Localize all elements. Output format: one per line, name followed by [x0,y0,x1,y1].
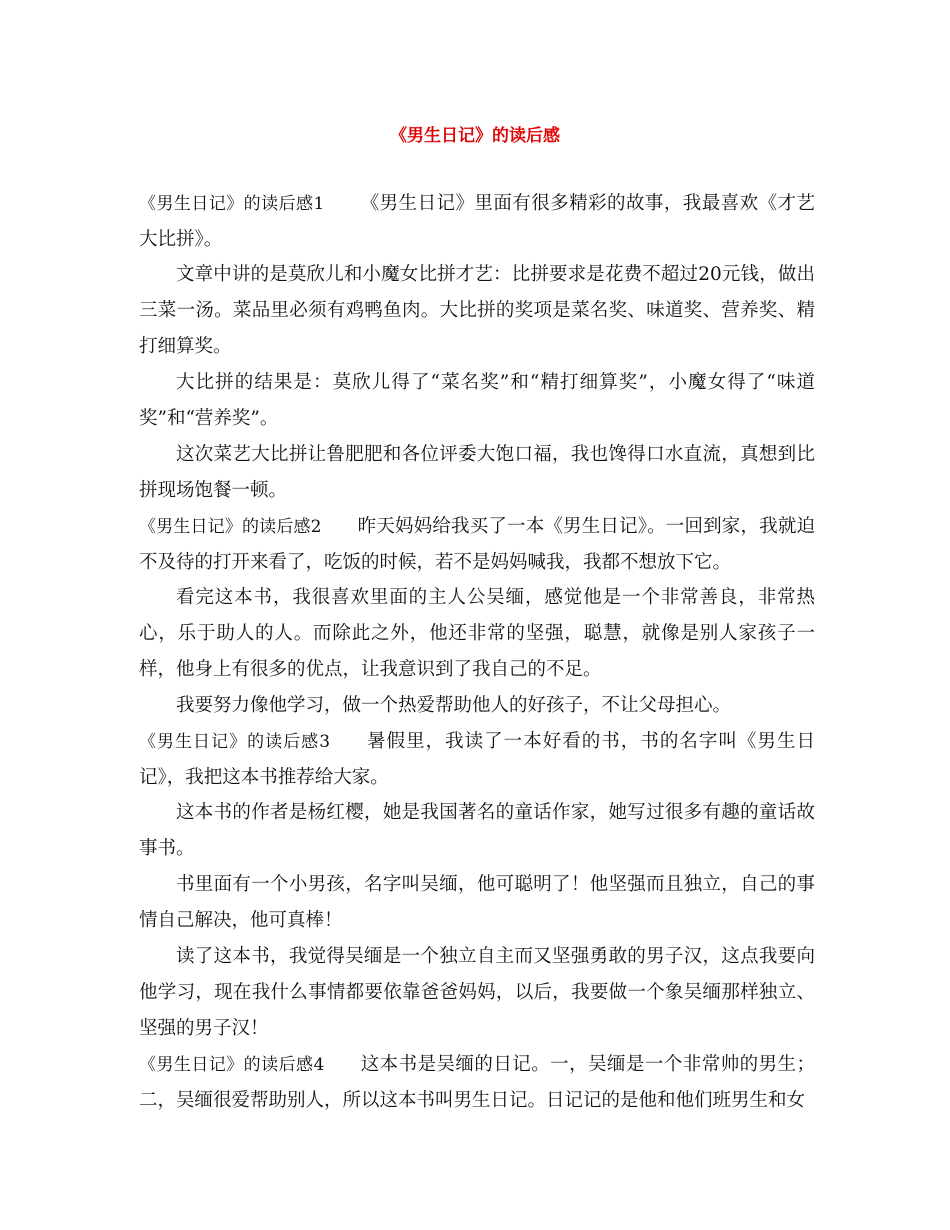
essay-4-first-text: 这本书是吴缅的日记。一，吴缅是一个非常帅的男生；二，吴缅很爱帮助别人，所以这本书叫男生日记。日记记的是他和他们班男生和女 [139,1054,815,1111]
essay-2-paragraph-1: 看完这本书，我很喜欢里面的主人公吴缅，感觉他是一个非常善良，非常热心，乐于助人的人。而除此之外，他还非常的坚强，聪慧，就像是别人家孩子一样，他身上有很多的优点，让我意识到了我自己的不足。 [139,587,815,680]
essay-1-opening [139,186,815,257]
essay-3-opening [139,724,815,795]
essay-3-paragraph-1: 这本书的作者是杨红樱，她是我国著名的童话作家，她写过很多有趣的童话故事书。 [139,802,815,859]
essay-3-paragraph-2: 书里面有一个小男孩，名字叫吴缅，他可聪明了！他坚强而且独立，自己的事情自己解决，他可真棒！ [139,874,815,931]
essay-1-first-text: 《男生日记》里面有很多精彩的故事，我最喜欢《才艺大比拼》。 [139,193,815,250]
essay-4-label: 《男生日记》的读后感4 [139,1055,325,1075]
essay-3-label: 《男生日记》的读后感3 [139,732,331,752]
essay-3-first-text: 暑假里，我读了一本好看的书，书的名字叫《男生日记》，我把这本书推荐给大家。 [139,731,815,788]
essay-2-label: 《男生日记》的读后感2 [139,517,322,537]
document-title: 《男生日记》的读后感 [390,126,560,146]
essay-3-paragraph-3: 读了这本书，我觉得吴缅是一个独立自主而又坚强勇敢的男子汉，这点我要向他学习，现在我什么事情都要依靠爸爸妈妈，以后，我要做一个象吴缅那样独立、坚强的男子汉！ [139,946,815,1039]
essay-1-paragraph-3: 这次菜艺大比拼让鲁肥肥和各位评委大饱口福，我也馋得口水直流，真想到比拼现场饱餐一顿。 [139,444,815,501]
essay-2-paragraph-2: 我要努力像他学习，做一个热爱帮助他人的好孩子，不让父母担心。 [176,695,732,716]
essay-1-paragraph-1: 文章中讲的是莫欣儿和小魔女比拼才艺：比拼要求是花费不超过20元钱，做出三菜一汤。菜品里必须有鸡鸭鱼肉。大比拼的奖项是菜名奖、味道奖、营养奖、精打细算奖。 [139,264,815,357]
essay-1-paragraph-2: 大比拼的结果是：莫欣儿得了“菜名奖”和“精打细算奖”，小魔女得了“味道奖”和“营养奖”。 [139,372,815,429]
document-body [139,186,815,1118]
essay-4-opening [139,1047,815,1118]
essay-2-first-text: 昨天妈妈给我买了一本《男生日记》。一回到家，我就迫不及待的打开来看了，吃饭的时候，若不是妈妈喊我，我都不想放下它。 [139,516,815,573]
essay-1-label: 《男生日记》的读后感1 [139,194,325,214]
essay-2-opening [139,509,815,580]
